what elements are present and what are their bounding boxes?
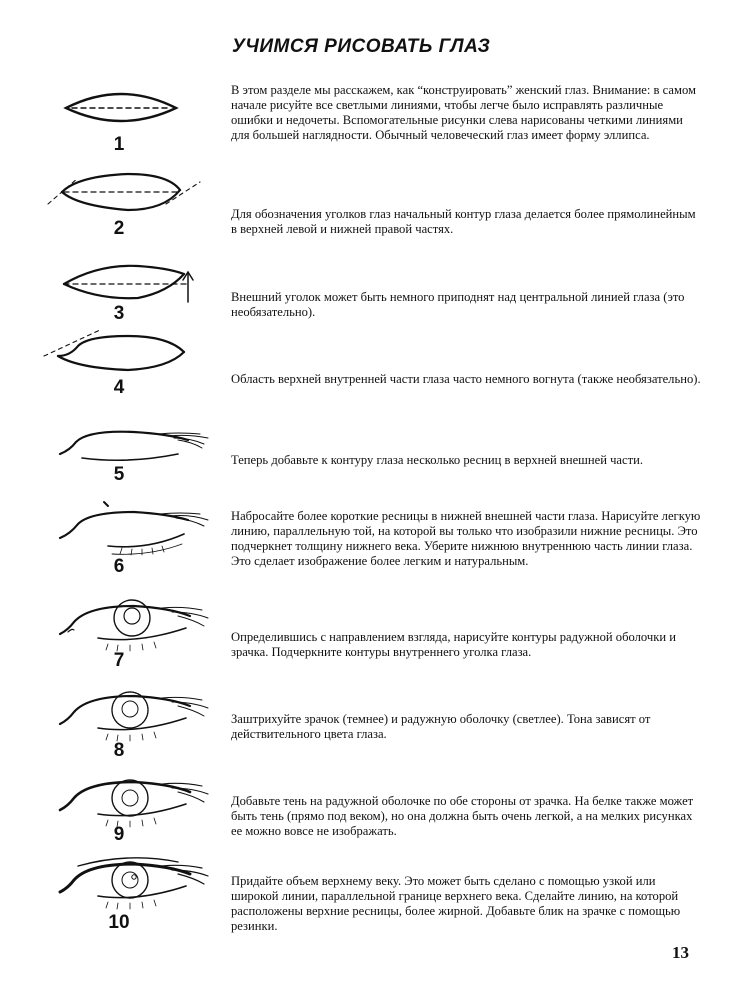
step-description: Внешний уголок может быть немного приподнят над центральной линией глаза (это необязательно). bbox=[231, 290, 685, 319]
step-number: 1 bbox=[113, 134, 125, 155]
step-description: Придайте объем верхнему веку. Это может быть сделано с помощью узкой или широкой линии, параллельной границе верхнего века. Сделайте линию, на которой расположены верхние ресницы, более жирной. Добавьте блик на зрачке с помощью резинки. bbox=[231, 874, 681, 933]
step-number: 2 bbox=[113, 218, 125, 239]
step-number: 5 bbox=[113, 464, 125, 485]
step-description: Теперь добавьте к контуру глаза несколько ресниц в верхней внешней части. bbox=[231, 453, 643, 467]
step-number: 6 bbox=[113, 556, 125, 577]
step-description: Набросайте более короткие ресницы в нижней внешней части глаза. Нарисуйте легкую линию, параллельную той, на которой вы только что изобразили нижние ресницы. Это подчеркнет толщину нижнего века. Уберите нижнюю внутреннюю часть линии глаза. Это сделает изображение более легким и натуральным. bbox=[231, 509, 701, 568]
eye-drawing-step-8 bbox=[38, 684, 218, 744]
page-title: УЧИМСЯ РИСОВАТЬ ГЛАЗ bbox=[232, 36, 491, 57]
step-description: Заштрихуйте зрачок (темнее) и радужную оболочку (светлее). Тона зависят от действительного цвета глаза. bbox=[231, 712, 651, 741]
step-number: 3 bbox=[113, 303, 125, 324]
eye-drawing-step-5 bbox=[38, 420, 218, 470]
step-description: Определившись с направлением взгляда, нарисуйте контуры радужной оболочки и зрачка. Подчеркните контуры внутреннего уголка глаза. bbox=[231, 630, 676, 659]
eye-drawing-step-6 bbox=[38, 498, 218, 562]
step-description: В этом разделе мы расскажем, как “конструировать” женский глаз. Внимание: в самом начале рисуйте все светлыми линиями, чтобы легче было исправлять различные ошибки и недочеты. Вспомогательные рисунки слева нарисованы четкими линиями для большей наглядности. Обычный человеческий глаз имеет форму эллипса. bbox=[231, 83, 696, 142]
eye-drawing-step-10 bbox=[38, 850, 218, 914]
eye-drawing-step-1 bbox=[38, 78, 218, 138]
eye-drawing-step-9 bbox=[38, 770, 218, 830]
eye-drawing-step-7 bbox=[38, 594, 218, 654]
step-number: 9 bbox=[113, 824, 125, 845]
step-number: 7 bbox=[113, 650, 125, 671]
step-number: 10 bbox=[108, 912, 130, 933]
step-description: Добавьте тень на радужной оболочке по обе стороны от зрачка. На белке также может быть тень (прямо под веком), но она должна быть очень легкой, а на мелких рисунках ее можно вовсе не изображать. bbox=[231, 794, 694, 838]
step-description: Для обозначения уголков глаз начальный контур глаза делается более прямолинейным в верхней левой и нижней правой частях. bbox=[231, 207, 696, 236]
step-number: 8 bbox=[113, 740, 125, 761]
page-number: 13 bbox=[672, 943, 689, 962]
eye-drawing-step-4 bbox=[38, 322, 218, 382]
step-number: 4 bbox=[113, 377, 125, 398]
step-description: Область верхней внутренней части глаза часто немного вогнута (также необязательно). bbox=[231, 372, 701, 386]
